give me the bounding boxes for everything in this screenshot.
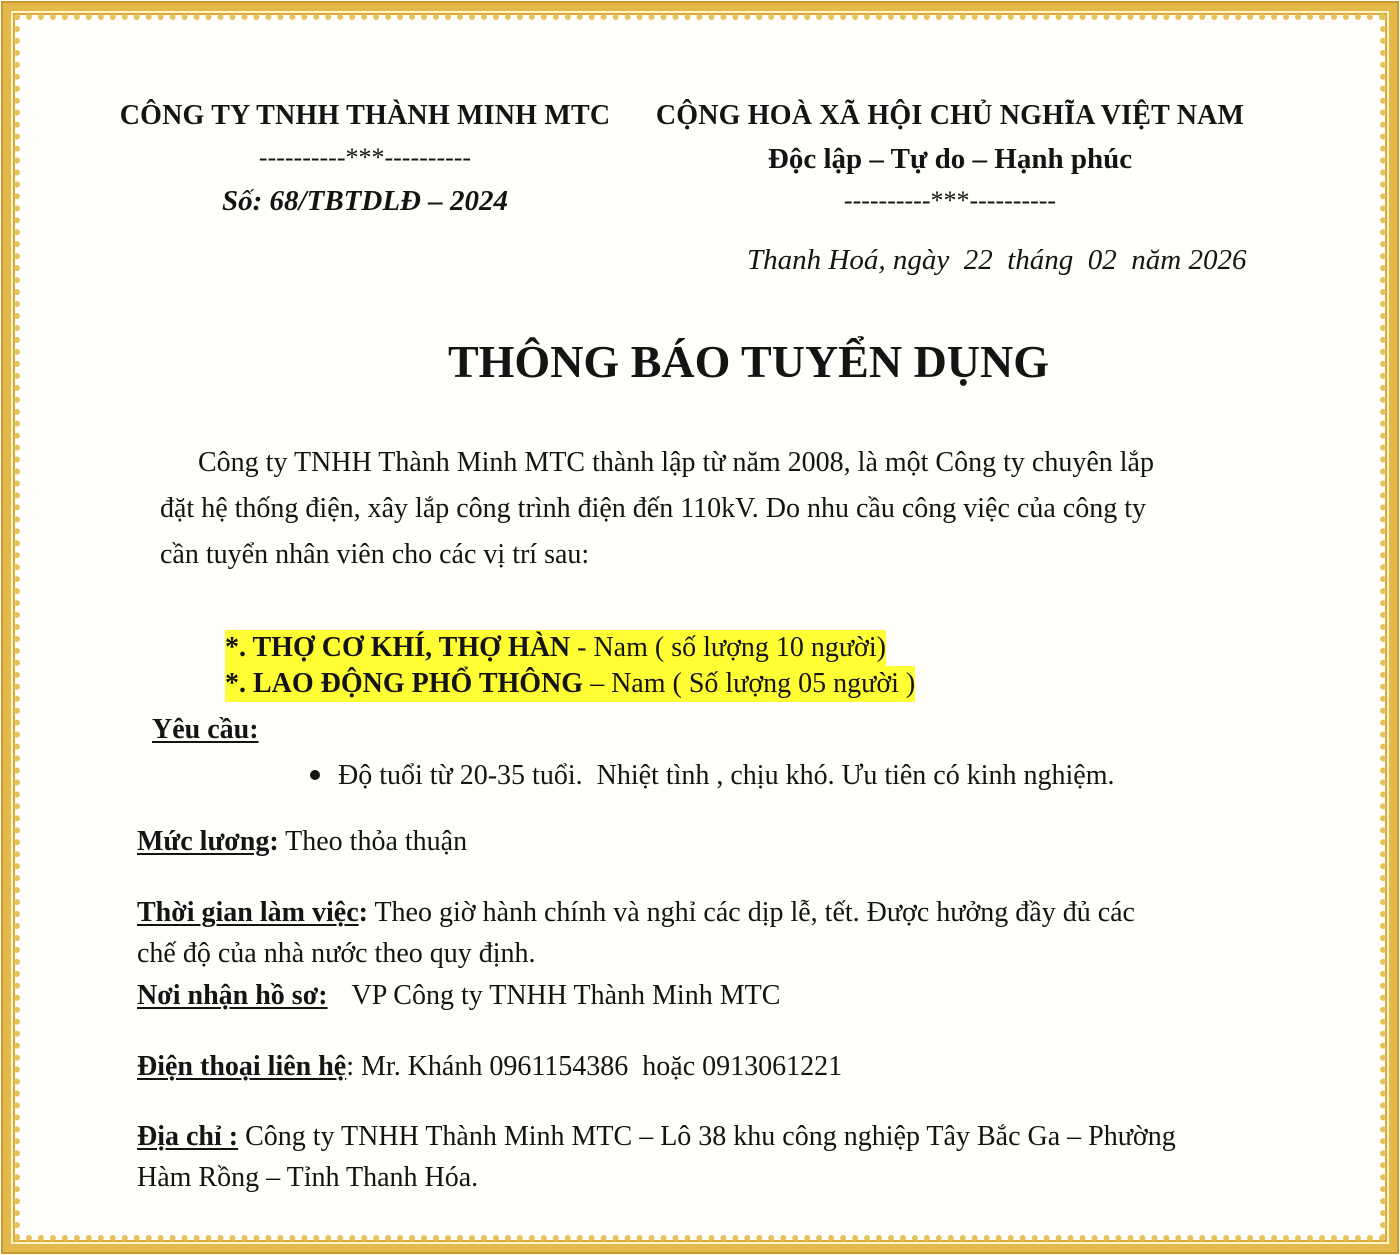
- intro-line-1: Công ty TNHH Thành Minh MTC thành lập từ năm 2008, là một Công ty chuyên lắp: [198, 447, 1154, 478]
- address-value-line-2: Hàm Rồng – Tỉnh Thanh Hóa.: [137, 1162, 479, 1193]
- position-item: [225, 630, 886, 666]
- phone-label: Điện thoại liên hệ: [137, 1051, 347, 1082]
- salary-row: [137, 826, 467, 858]
- position-title: *. THỢ CƠ KHÍ, THỢ HÀN: [225, 632, 571, 663]
- document-number: Số: 68/TBTDLĐ – 2024: [222, 185, 508, 217]
- header-left-separator: ----------***----------: [258, 143, 472, 172]
- salary-value: Theo thỏa thuận: [278, 826, 468, 857]
- working-time-value-line-2: chế độ của nhà nước theo quy định.: [137, 938, 536, 969]
- salary-colon: :: [269, 826, 279, 857]
- working-time-row: [137, 897, 1135, 929]
- submission-row: [137, 980, 780, 1012]
- requirement-text: Độ tuổi từ 20-35 tuổi. Nhiệt tình , chịu khó. Ưu tiên có kinh nghiệm.: [338, 760, 1115, 791]
- address-row: [137, 1121, 1176, 1153]
- position-detail: - Nam ( số lượng 10 người): [570, 632, 886, 663]
- working-time-value: Theo giờ hành chính và nghỉ các dịp lễ, tết. Được hưởng đầy đủ các: [367, 897, 1135, 928]
- position-detail: – Nam ( Số lượng 05 người ): [583, 668, 916, 699]
- phone-row: [137, 1051, 842, 1083]
- intro-line-3: cần tuyển nhân viên cho các vị trí sau:: [160, 539, 590, 570]
- salary-label: Mức lương: [137, 826, 270, 857]
- requirement-item: [310, 760, 1115, 792]
- phone-value: : Mr. Khánh 0961154386 hoặc 0913061221: [346, 1051, 843, 1082]
- position-title: *. LAO ĐỘNG PHỔ THÔNG: [225, 668, 584, 699]
- submission-label: Nơi nhận hồ sơ:: [137, 980, 328, 1011]
- header-right-separator: ----------***----------: [843, 186, 1057, 215]
- country-name: CỘNG HOÀ XÃ HỘI CHỦ NGHĨA VIỆT NAM: [655, 100, 1245, 131]
- national-motto: Độc lập – Tự do – Hạnh phúc: [767, 143, 1133, 175]
- working-time-label: Thời gian làm việc: [137, 897, 359, 928]
- bullet-icon: [310, 770, 320, 780]
- address-label: Địa chỉ :: [137, 1121, 239, 1152]
- date-line: Thanh Hoá, ngày 22 tháng 02 năm 2026: [747, 244, 1247, 276]
- working-time-colon: :: [358, 897, 368, 928]
- position-item: [225, 666, 915, 702]
- submission-value: VP Công ty TNHH Thành Minh MTC: [351, 980, 781, 1011]
- requirements-label: Yêu cầu:: [152, 714, 259, 745]
- company-name: CÔNG TY TNHH THÀNH MINH MTC: [119, 100, 611, 131]
- page-title: THÔNG BÁO TUYỂN DỤNG: [447, 336, 1050, 387]
- address-value: Công ty TNHH Thành Minh MTC – Lô 38 khu công nghiệp Tây Bắc Ga – Phường: [238, 1121, 1176, 1152]
- intro-line-2: đặt hệ thống điện, xây lắp công trình điện đến 110kV. Do nhu cầu công việc của công ty: [160, 493, 1146, 524]
